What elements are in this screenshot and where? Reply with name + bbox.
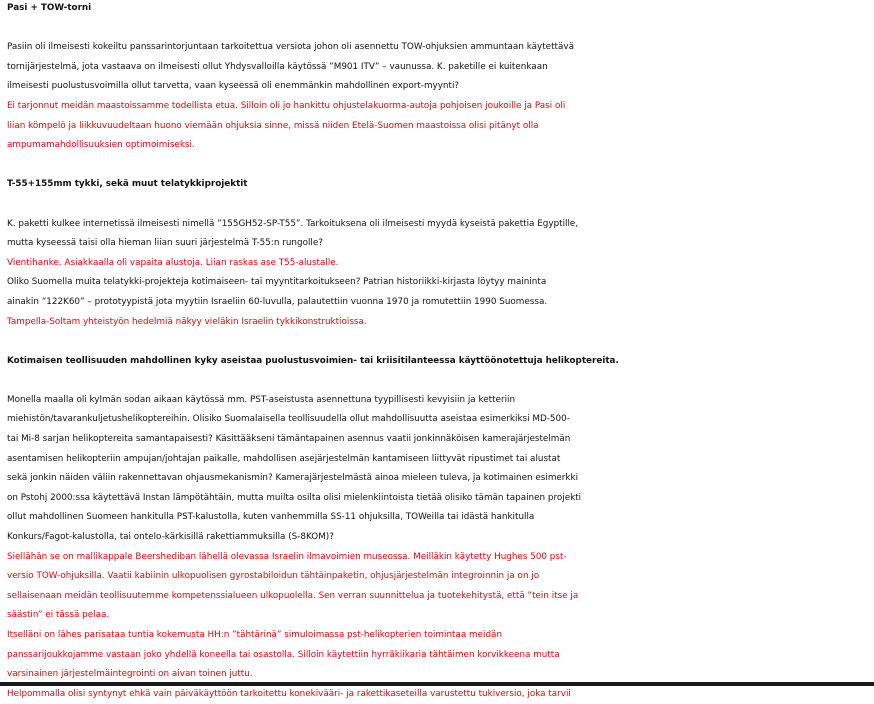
- text-line: Pasiin oli ilmeisesti kokeiltu panssarintorjuntaan tarkoitettua versiota johon oli asennettu TOW-ohjuksien ammuntaan käytettävä: [7, 42, 574, 53]
- text-line: Konkurs/Fagot-kalustolla, tai ontelo-kärkisillä rakettiammuksilla (S-8KOM)?: [7, 532, 334, 543]
- reply-line: säästin” ei tässä pelaa.: [7, 610, 110, 621]
- text-line: K. paketti kulkee internetissä ilmeisesti nimellä ”155GH52-SP-T55”. Tarkoituksena oli ilmeisesti myydä kyseistä pakettia Egyptille,: [7, 218, 579, 229]
- text-line: on Pstohj 2000:ssa käytettävä Instan lämpötähtäin, mutta muilta osilta olisi mielenkiintoista tietää olisiko tämän tapainen projekti: [7, 492, 582, 503]
- section-heading-t55: T-55+155mm tykki, sekä muut telatykkiprojektit: [7, 179, 248, 190]
- reply-paragraph-t55: [7, 254, 871, 274]
- text-line: Monella maalla oli kylmän sodan aikaan käytössä mm. PST-aseistusta asennettuna tyypillisesti kevyisiin ja ketteriin: [7, 394, 516, 405]
- question-paragraph-helikopterit: [7, 391, 871, 548]
- reply-paragraph-helikopterit: [7, 548, 871, 704]
- reply-line: versio TOW-ohjuksilla. Vaatii kabiinin ulkopuolisen gyrostabiloidun tähtäinpaketin, ohjusjärjestelmän integroinnin ja on jo: [7, 571, 540, 582]
- reply-line: Siellähän se on mallikappale Beershediban lähellä olevassa Israelin ilmavoimien museossa. Meilläkin käytetty Hughes 500 pst-: [7, 551, 567, 562]
- reply-line: sellaisenaan meidän teollisuutemme kompetenssialueen ulkopuolella. Sen verran suunnittelua ja tuotekehitystä, että ”tein itse ja: [7, 590, 579, 601]
- text-line: Oliko Suomella muita telatykki-projekteja kotimaiseen- tai myyntitarkoitukseen? Patrian historiikki-kirjasta löytyy maininta: [7, 277, 547, 288]
- section-heading-helikopterit: Kotimaisen teollisuuden mahdollinen kyky aseistaa puolustusvoimien- tai kriisitilanteessa käyttöönotettuja helikoptereita.: [7, 355, 619, 366]
- reply-line: ampumamahdollisuuksien optimoimiseksi.: [7, 140, 195, 151]
- text-line: ilmeisesti puolustusvoimilla ollut tarvetta, vaan kyseessä oli enemmänkin mahdollinen export-myynti?: [7, 81, 460, 92]
- text-line: ollut mahdollinen Suomeen hankitulla PST-kalustolla, kuten vanhemmilla SS-11 ohjuksilla, TOWeilla tai idästä hankitulla: [7, 512, 535, 523]
- bottom-edge-bar: [0, 682, 874, 686]
- text-line: ainakin ”122K60” – prototyypistä jota myytiin Israeliin 60-luvulla, palautettiin vuonna 1970 ja romutettiin 1990 Suomessa.: [7, 296, 548, 307]
- reply-line: liian kömpelö ja liikkuvuudeltaan huono viemään ohjuksia sinne, missä niiden Etelä-Suomen maastoissa olisi pitänyt olla: [7, 120, 539, 131]
- section-heading-pasi-tow: Pasi + TOW-torni: [7, 3, 92, 13]
- text-line: tai Mi-8 sarjan helikoptereita samantapaisesti? Käsittääkseni tämäntapainen asennus vaatii jonkinnäköisen kamerajärjestelmän: [7, 434, 571, 445]
- reply-line: Tampella-Soltam yhteistyön hedelmiä näkyy vieläkin Israelin tykkikonstruktioissa.: [7, 316, 367, 327]
- reply-line: Vientihanke. Asiakkaalla oli vapaita alustoja. Liian raskas ase T55-alustalle.: [7, 257, 339, 268]
- question-paragraph-telatykki: [7, 273, 871, 312]
- question-paragraph-pasi: [7, 38, 871, 97]
- reply-line: Itselläni on lähes parisataa tuntia kokemusta HH:n ”tähtärinä” simuloimassa pst-helikopterien toimintaa meidän: [7, 630, 503, 640]
- text-line: asentamisen helikopteriin ampujan/johtajan paikalle, mahdollisen asejärjestelmän kantamiseen liittyvät ripustimet tai alustat: [7, 453, 561, 464]
- text-line: miehistön/tavarankuljetushelikoptereihin. Olisiko Suomalaisella teollisuudella ollut mahdollisuutta aseistaa esimerkiksi MD-500-: [7, 414, 570, 425]
- reply-paragraph-pasi: [7, 97, 871, 156]
- reply-line: panssarijoukkojamme vastaan joko yhdellä koneella tai osastolla. Silloin käytettiin hyrräkiikaria tähtäimen korvikkeena mutta: [7, 649, 560, 660]
- question-paragraph-t55: [7, 215, 871, 254]
- document-page: [7, 0, 871, 704]
- text-line: mutta kyseessä taisi olla hieman liian suuri järjestelmä T-55:n rungolle?: [7, 238, 323, 249]
- reply-line: Ei tarjonnut meidän maastoissamme todellista etua. Silloin oli jo hankittu ohjustelakuorma-autoja pohjoisen joukoille ja Pasi oli: [7, 100, 566, 111]
- reply-line: varsinainen järjestelmäintegrointi on aivan toinen juttu.: [7, 669, 253, 680]
- reply-paragraph-tampella: [7, 313, 871, 333]
- text-line: tornijärjestelmä, jota vastaava on ilmeisesti ollut Yhdysvalloilla käytössä ”M901 ITV” – vaunussa. K. paketille ei kuitenkaan: [7, 61, 548, 72]
- text-line: sekä jonkin näiden väliin rakennettavan ohjausmekanismin? Kamerajärjestelmästä ainoa mieleen tuleva, ja kotimainen esimerkki: [7, 473, 579, 484]
- reply-line: Helpommalla olisi syntynyt ehkä vain päiväkäyttöön tarkoitettu konekivääri- ja rakettikaseteilla varustettu tukiversio, joka tarvii: [7, 688, 571, 699]
